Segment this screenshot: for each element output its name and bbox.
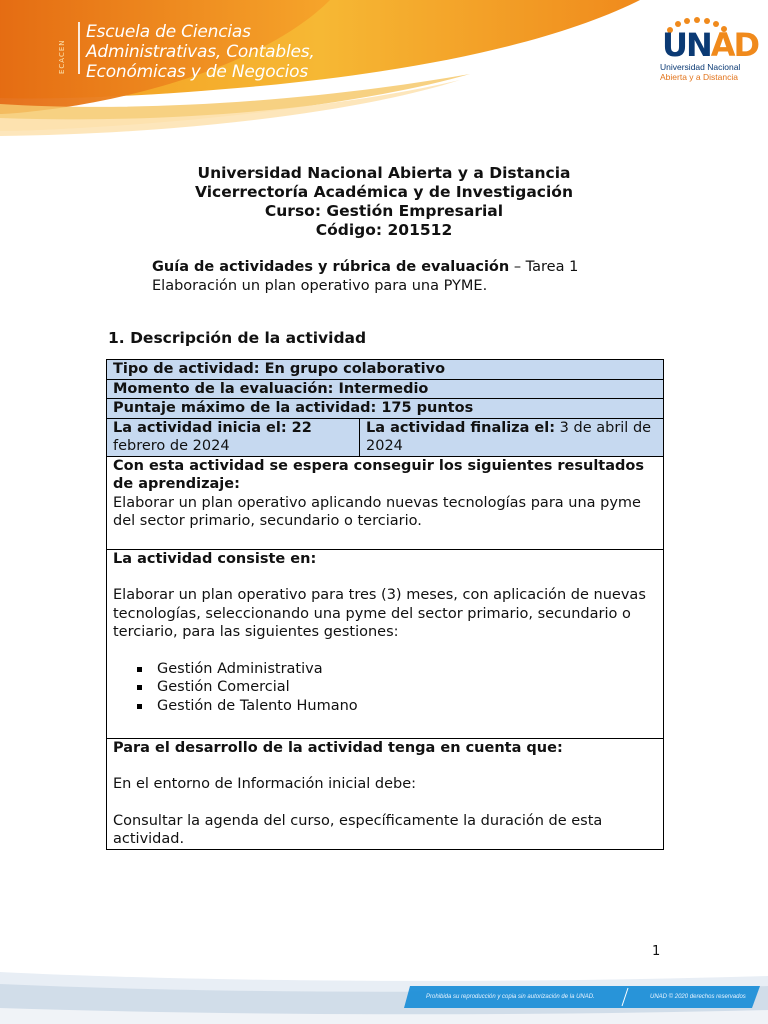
inicia-value: febrero de 2024 — [113, 438, 230, 454]
finaliza-value-1: 3 de abril de — [555, 419, 652, 436]
resultados-heading: Con esta actividad se espera conseguir los siguientes resultados de aprendizaje: — [113, 457, 644, 492]
table-row-desarrollo — [107, 738, 664, 849]
finaliza-value-2: 2024 — [366, 438, 403, 454]
puntaje-maximo: Puntaje máximo de la actividad: 175 puntos — [113, 400, 474, 416]
footer-copyright-notice: Prohibida su reproducción y copia sin autorización de la UNAD. — [426, 994, 595, 1000]
desarrollo-p2: Consultar la agenda del curso, específicamente la duración de esta actividad. — [113, 812, 603, 847]
table-row-momento — [107, 379, 664, 399]
document-title — [0, 164, 768, 240]
title-university: Universidad Nacional Abierta y a Distancia — [197, 164, 571, 182]
list-item: Gestión Administrativa — [157, 660, 657, 679]
footer-rights: UNAD © 2020 derechos reservados — [650, 994, 746, 1000]
inicia-label: La actividad inicia el: 22 — [113, 419, 312, 436]
consiste-heading: La actividad consiste en: — [113, 550, 317, 567]
unad-logo: UNAD — [662, 26, 759, 64]
desarrollo-p1: En el entorno de Información inicial debe: — [113, 776, 417, 792]
school-line-3: Económicas y de Negocios — [86, 62, 308, 82]
guide-title-task: – Tarea 1 — [509, 259, 579, 275]
school-line-1: Escuela de Ciencias — [86, 22, 251, 42]
table-row-puntaje — [107, 399, 664, 419]
activity-table — [106, 359, 664, 850]
school-name — [86, 22, 315, 82]
unad-logo-subtitle: Universidad Nacional Abierta y a Distancia — [660, 62, 741, 82]
desarrollo-heading: Para el desarrollo de la actividad tenga en cuenta que: — [113, 739, 563, 756]
title-code: Código: 201512 — [315, 221, 453, 239]
title-vicerrectoria: Vicerrectoría Académica y de Investigación — [195, 183, 573, 201]
section-heading: 1. Descripción de la actividad — [108, 329, 367, 347]
title-course: Curso: Gestión Empresarial — [264, 202, 504, 220]
gestiones-list — [113, 660, 657, 716]
table-row-consiste — [107, 549, 664, 738]
fecha-fin-cell — [360, 418, 664, 456]
fecha-inicio-cell — [107, 418, 360, 456]
footer-band — [0, 962, 768, 1024]
resultados-text: Elaborar un plan operativo aplicando nuevas tecnologías para una pyme del sector primario, secundario o terciario. — [113, 494, 641, 529]
finaliza-label: La actividad finaliza el: — [366, 419, 556, 436]
list-item: Gestión Comercial — [157, 678, 657, 697]
list-item: Gestión de Talento Humano — [157, 697, 657, 716]
momento-evaluacion: Momento de la evaluación: Intermedio — [113, 380, 429, 397]
ecacen-tag: ECACEN — [58, 39, 66, 74]
guide-title-bold: Guía de actividades y rúbrica de evaluación — [152, 259, 510, 275]
tipo-actividad: Tipo de actividad: En grupo colaborativo — [113, 361, 446, 377]
page-number: 1 — [652, 944, 661, 959]
table-row-fechas — [107, 418, 664, 456]
school-line-2: Administrativas, Contables, — [86, 42, 315, 62]
table-row-tipo — [107, 360, 664, 380]
guide-title — [152, 258, 712, 296]
guide-subtitle: Elaboración un plan operativo para una PYME. — [152, 278, 488, 294]
consiste-text: Elaborar un plan operativo para tres (3) meses, con aplicación de nuevas tecnologías, seleccionando una pyme del sector primario, secundario o terciario, para las siguientes gestiones: — [113, 587, 646, 640]
table-row-resultados — [107, 456, 664, 549]
